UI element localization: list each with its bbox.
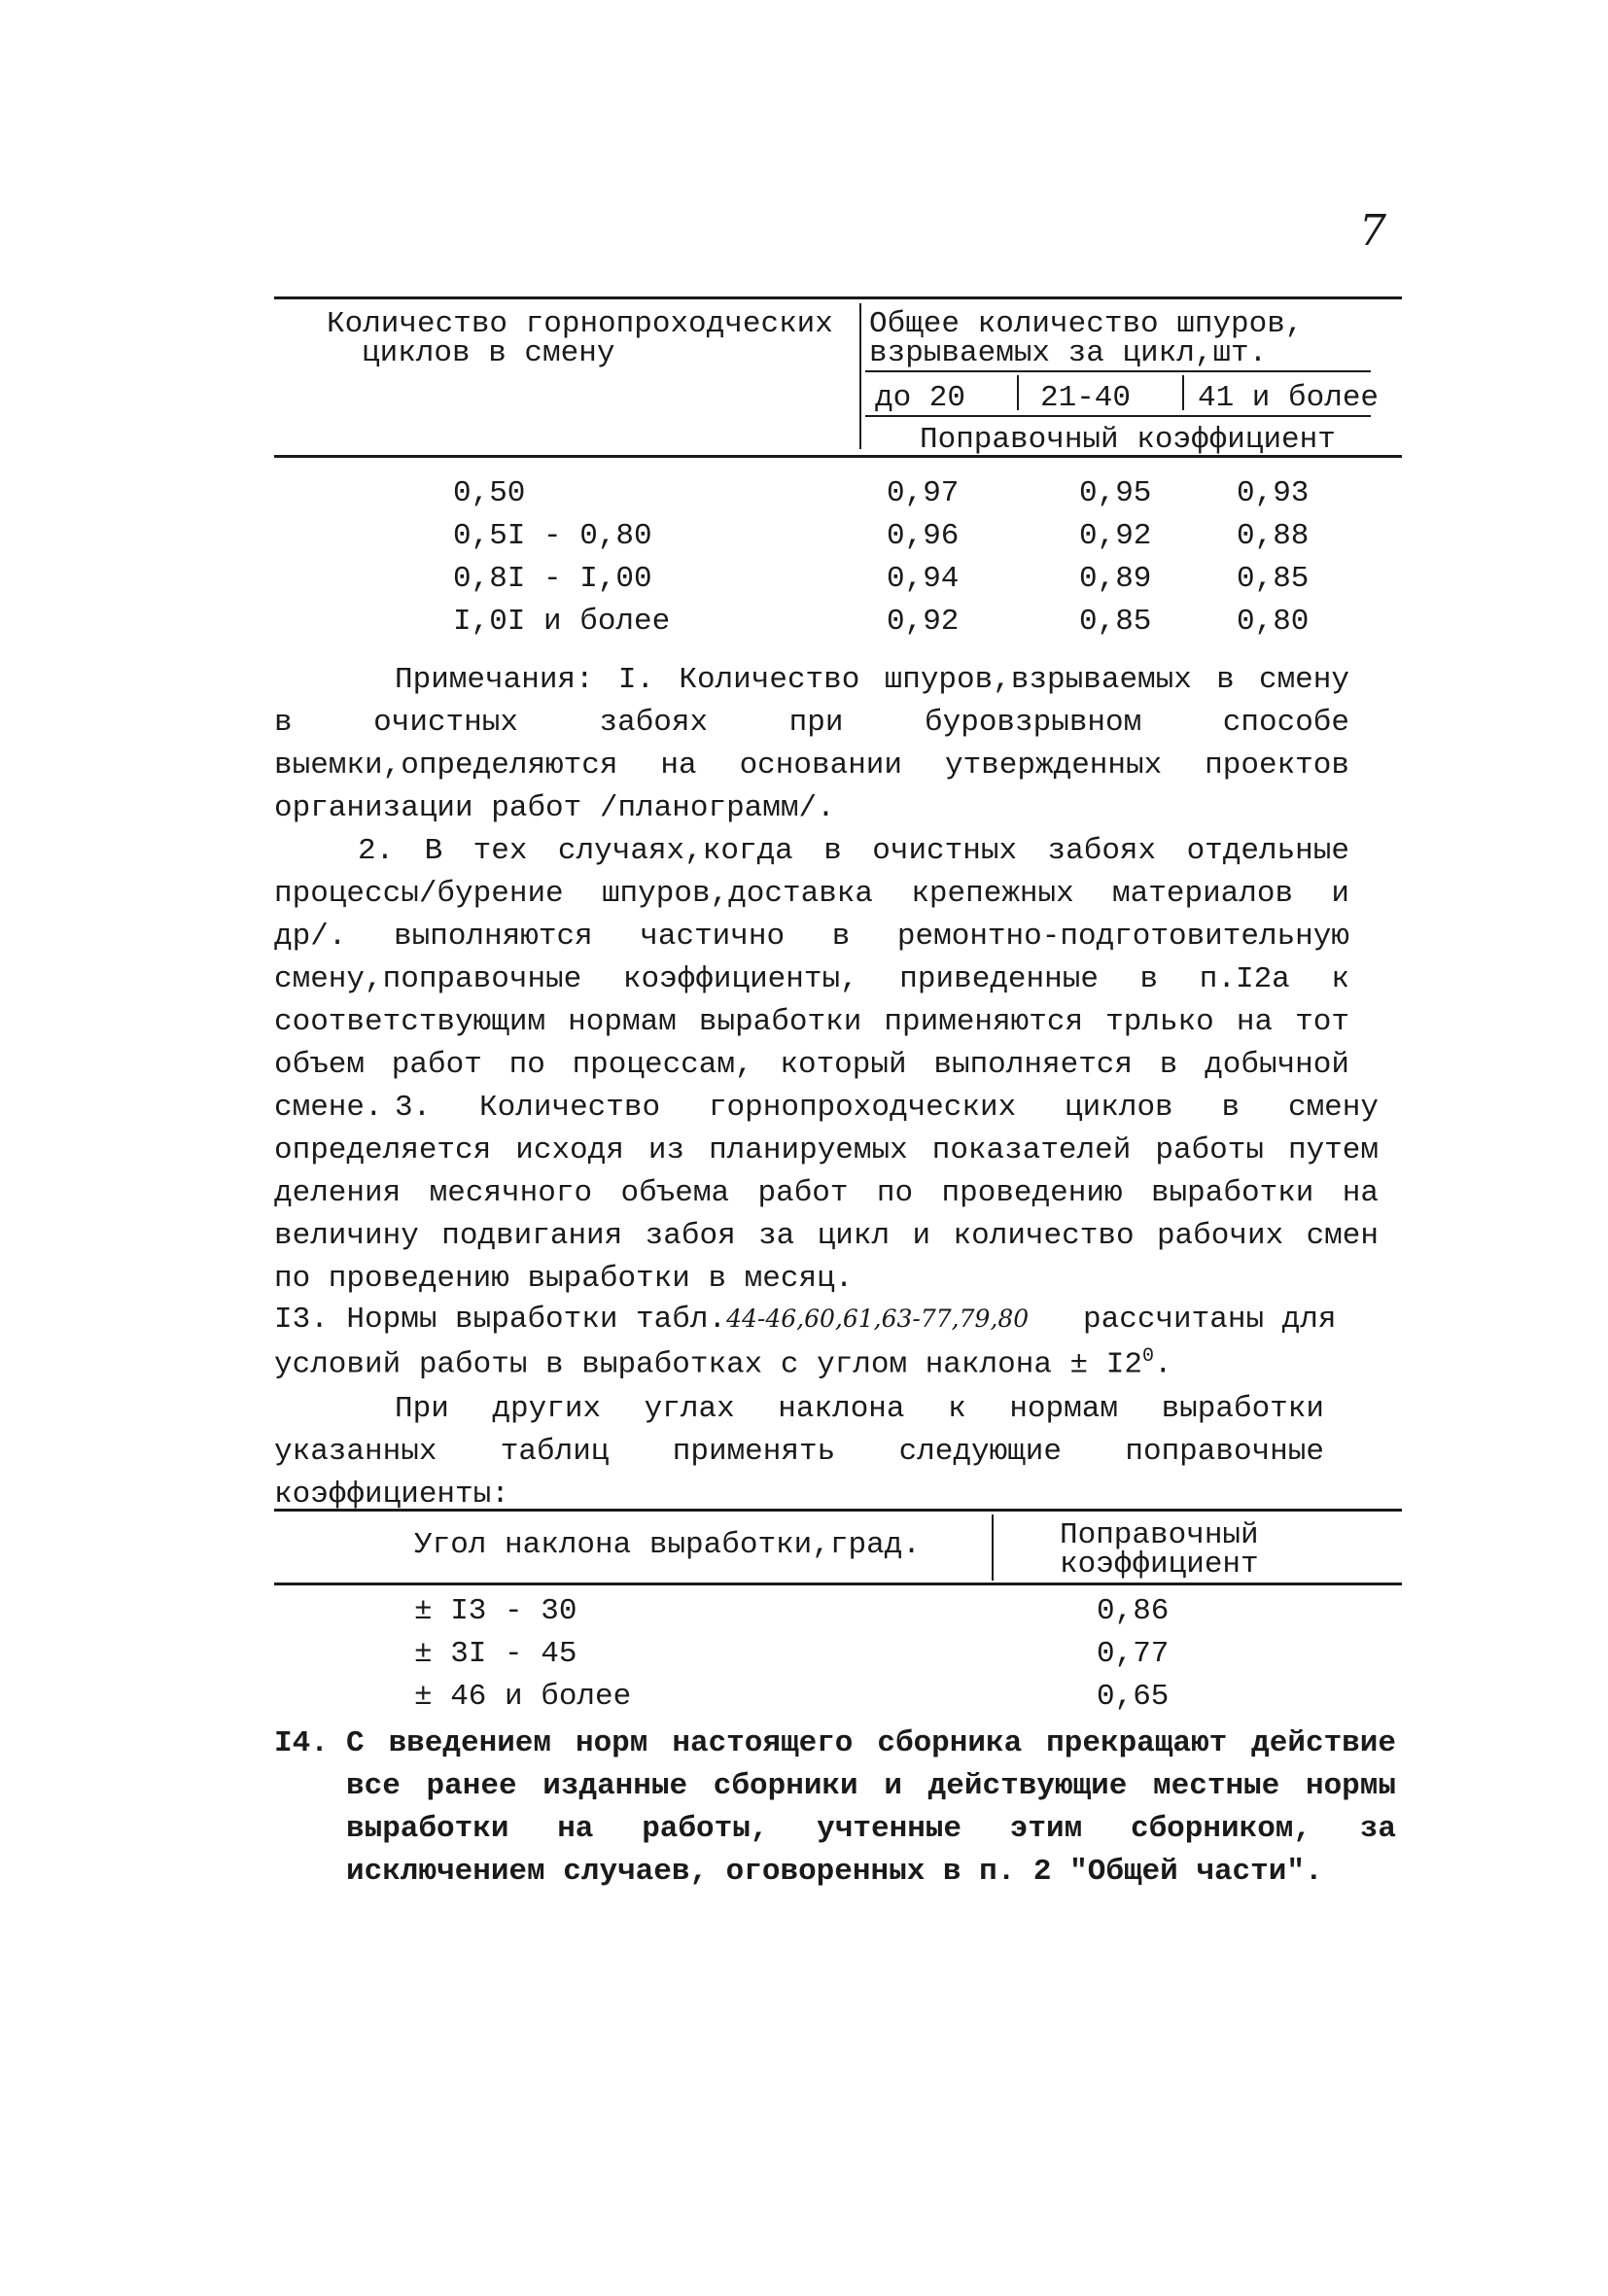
table1-coefficient-header: Поправочный коэффициент	[920, 423, 1336, 457]
table1-subheader-divider-1	[1017, 375, 1019, 410]
table2-header-right-line2: коэффициент	[1060, 1548, 1259, 1582]
table1-subheader-41-more: 41 и более	[1198, 381, 1380, 415]
table2-row1-coef: 0,86	[1097, 1594, 1170, 1628]
item13-line2-end: .	[1153, 1347, 1172, 1382]
table1-row2-value1: 0,96	[887, 519, 960, 553]
table1-subheader-21-40: 21-40	[1040, 381, 1132, 415]
item13-line1	[274, 1303, 1336, 1337]
table1-row4-value2: 0,85	[1079, 605, 1152, 639]
table1-row4-label: I,0I и более	[453, 605, 671, 639]
table2-row3-coef: 0,65	[1097, 1680, 1170, 1714]
table1-row1-value3: 0,93	[1237, 476, 1310, 510]
table1-row1-value1: 0,97	[887, 476, 960, 510]
table1-header-top-line2: взрываемых за цикл,шт.	[869, 336, 1268, 370]
table1-subheader-divider-2	[1182, 375, 1184, 410]
note-3: 3. Количество горнопроходческих циклов в смену определяется исходя из планируемых показателей работы путем деления месячного объема работ по проведению выработки на величину подвигания забоя за цикл и количество рабочих смен по проведению выработки в месяц.	[274, 1091, 1379, 1296]
note-1: Примечания: I. Количество шпуров,взрываемых в смену в очистных забоях при буровзрывном способе выемки,определяются на основании утвержденных проектов организации работ /планограмм/.	[274, 663, 1349, 825]
item13-prefix: I3. Нормы выработки табл.	[274, 1303, 727, 1337]
note-2: 2. В тех случаях,когда в очистных забоях отдельные процессы/бурение шпуров,доставка крепежных материалов и др/. выполняются частично в ремонтно-подготовительную смену,поправочные коэффициенты, приведенные в п.I2а к соответствующим нормам выработки применяются трлько на тот объем работ по процессам, который выполняется в добычной смене.	[274, 834, 1349, 1125]
table1-subheader-up-to-20: до 20	[875, 381, 966, 415]
table1-row2-value3: 0,88	[1237, 519, 1310, 553]
table1-row3-value3: 0,85	[1237, 562, 1310, 596]
table1-row2-value2: 0,92	[1079, 519, 1152, 553]
page-number: 7	[1359, 206, 1386, 256]
table2-header-left: Угол наклона выработки,град.	[414, 1528, 921, 1562]
table1-row4-value3: 0,80	[1237, 605, 1310, 639]
table1-top-rule	[274, 296, 1402, 299]
table2-vertical-divider	[992, 1514, 994, 1581]
table1-header-underline	[865, 370, 1371, 372]
item13-line2-text: условий работы в выработках с углом наклона ± I2	[274, 1347, 1142, 1382]
table1-row4-value1: 0,92	[887, 605, 960, 639]
table1-row1-value2: 0,95	[1079, 476, 1152, 510]
table1-row1-label: 0,50	[453, 476, 526, 510]
table2-header-bottom-rule	[274, 1583, 1402, 1585]
table2-row2-coef: 0,77	[1097, 1637, 1170, 1671]
item13-paragraph: При других углах наклона к нормам выработки указанных таблиц применять следующие поправочные коэффициенты:	[274, 1392, 1324, 1512]
table1-header-bottom-rule	[274, 455, 1402, 458]
item13-suffix: рассчитаны для	[1083, 1303, 1337, 1337]
table2-row1-angle: ± I3 - 30	[414, 1594, 577, 1628]
table1-vertical-divider	[859, 303, 861, 449]
item14-number: I4.	[274, 1726, 329, 1760]
table1-row3-value1: 0,94	[887, 562, 960, 596]
table1-header-left-line1: Количество горнопроходческих	[327, 307, 833, 341]
table1-row3-value2: 0,89	[1079, 562, 1152, 596]
table1-row2-label: 0,5I - 0,80	[453, 519, 652, 553]
table2-row2-angle: ± 3I - 45	[414, 1637, 577, 1671]
table1-header-top-line1: Общее количество шпуров,	[869, 307, 1304, 341]
table2-header-right-line1: Поправочный	[1060, 1518, 1259, 1552]
item13-degree: 0	[1141, 1345, 1154, 1368]
table1-row3-label: 0,8I - I,00	[453, 562, 652, 596]
table1-subheader-underline	[865, 415, 1371, 417]
item13-handwritten-table-refs: 44-46,60,61,63-77,79,80	[726, 1305, 1030, 1333]
table2-row3-angle: ± 46 и более	[414, 1680, 632, 1714]
item13-line2	[274, 1345, 1172, 1381]
table2-top-rule	[274, 1509, 1402, 1512]
item14-text: С введением норм настоящего сборника прекращают действие все ранее изданные сборники и действующие местные нормы выработки на работы, учтенные этим сборником, за исключением случаев, оговоренных в п. 2 "Общей части".	[346, 1726, 1396, 1889]
table1-header-left-line2: циклов в смену	[362, 336, 615, 370]
